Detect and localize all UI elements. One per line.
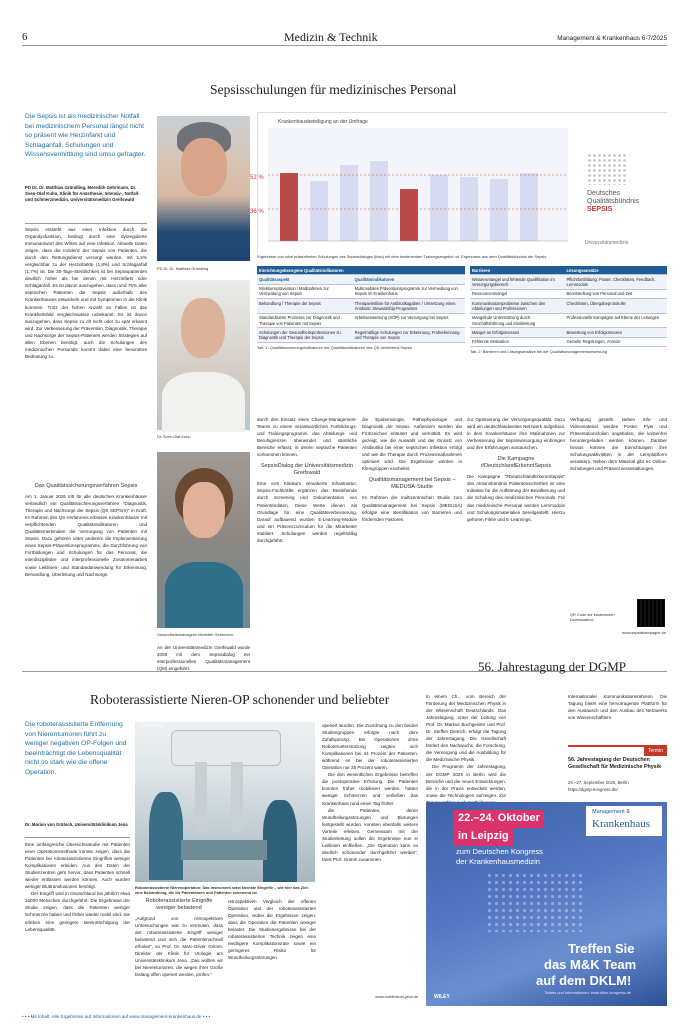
- photo-caption: Gesundheitsmanagerin Meredith Gehrmann: [157, 632, 233, 637]
- badge-line-2: Qualitätsbündnis: [587, 198, 640, 205]
- table-cell: Kommunikationsprobleme zwischen den Abteilungen und Professionen: [470, 299, 565, 314]
- ad-cta-1: Treffen Sie: [568, 941, 635, 956]
- page-number: 6: [22, 31, 28, 43]
- table-cell: Gezielte Regelungen, Anreize: [565, 337, 667, 346]
- qualitaetsbuendnis-logo: [581, 153, 661, 228]
- badge-line-3: SEPSIS: [587, 206, 613, 213]
- paragraph: Der Eingriff wird in Deutschland bei jährlich etwa 16000 Menschen durchgeführt. Die Ergebnisse der Studie zeigen, dass die Patienten weniger Schmerzen haben und früher wieder mobil sind. Sie erleben eine geringere Beeinträchtigung der Lebensqualität.: [25, 891, 130, 932]
- advertisement[interactable]: [426, 802, 667, 1006]
- table-cell: Professionelle Kampagne auf Ebene der Leitungen: [565, 313, 667, 328]
- paragraph: An der Universitätsmedizin Greifswald wurde 2008 mit dem Sepsisdialog ein interprofessionelles Qualitätsmanagement (QM) eingeführt.: [157, 645, 250, 672]
- paragraph: Verfügung gestellt. Neben Info- und Videomaterial werden Poster, Flyer und Präsentationsfolien angeboten, die kostenfrei heruntergeladen werden können. Darüber hinaus können die Einrichtungen ihre Schulungsaktivitäten in der Lernplattform verankern. Neben dem Material gibt es Online-Schulungen und Präsenzveranstaltungen.: [570, 417, 667, 472]
- paragraph: Sepsis entsteht aus einer Infektion durch die Organdysfunktion, bedingt durch eine dysregulierte Immunantwort des Wirtes auf eine Infektion. Aktuelle Daten zeigen, dass die Inzidenz der Sepsis von Patienten, die durch den Rettungsdienst versorgt werden, mit 1,5% vergleichbar zu der Herzinfarkte (1,8%) und Schlaganfall (1,7%) ist. Die 30-Tage-Sterblichkeit ist bei Sepsispatienten deutlich höher als bei denen mit Herzinfarkt oder Schlaganfall. Es ist davon auszugehen, dass rund 75% aller septischen Patienten die Sepsis außerhalb des Krankenhauses entwickeln und mit Symptomen in die Klinik kommen. Trotz der hohen Anzahl an Fällen ist das Krankheitsbild vergleichsweise unbekannt. Es ist davon auszugehen, dass Sepsis zu oft nicht oder zu spät erkannt wird. Zur Verbesserung der Prävention, Diagnostik, Therapie und Nachsorge der Sepsis-Patienten werden Strategien auf allen Ebenen benötigt, auch die Schulungen des medizinischen Personals kommt dabei eine besondere Bedeutung zu.: [25, 227, 147, 359]
- table-cell: Mangel an Erfolgsmessen: [470, 328, 565, 337]
- chart-label-36: 36 %: [250, 209, 264, 215]
- photo-caption: Dr. Sven-Olaf Kuhn: [157, 434, 191, 439]
- ad-brand-top: Management &: [592, 809, 630, 815]
- table-cell: Behandlung / Therapie der Sepsis: [257, 299, 353, 314]
- article-column-1b: [25, 478, 147, 644]
- chart-label-52: 52 %: [250, 175, 264, 181]
- paragraph: die Patienten, deren Wundheilungsstörungen und Blutungen festgestellt wurden, konnten ebenfalls weitere Vorteile erleben. Gemeinsam mit der Studienleitung sollen die Ergebnisse nun in Leitlinien einfließen. „Die Operation kann so deutlich schonender durchgeführt werden“, fasst Prof. Grimm zusammen.: [322, 807, 418, 862]
- badge-line-1: Deutsches: [587, 190, 621, 197]
- paragraph: Eine umfangreiche Übersichtsstudie mit Patienten einer Operationsmethode konnte zeigen, dass die Patienten bei roboterassistierten Eingriffen weniger Komplikationen erleiden. Aus den Daten der Studienzentren geht hervor, dass Patienten schnell wieder entlassen werden können. Auch wurden weniger Bluttransfusionen benötigt.: [25, 842, 130, 890]
- paragraph: Eine vom Klinikum verankerte Infrastruktur, Sepsis-Fachkräfte ergänzen das Bestehende durch Screening und Dokumentation von Patientendaten. Diese Werte dienen als Grundlage für eine Qualitätsverbesserung. Darauf aufbauend wurden E-Learning-Module und ein Präsenzcurriculum für die Mitarbeiter etabliert. Schulungen werden regelmäßig durchgeführt.: [257, 481, 357, 543]
- paragraph: Am 1. Januar 2026 tritt für alle deutschen Krankenhäuser verbindlich ein Qualitätssicherungsverfahren "Diagnostik, Therapie und Nachsorge der Sepsis (QS SEPSIS)" in Kraft. Im Rahmen des QS-Verfahrens erfassen Krankenhäuser mit verpflichtenden Qualitätsindikatoren und Qualitätsmerkmalen die Versorgung von Patienten mit Sepsis. Dazu gehören unter anderem die Implementierung eines Sepsis-Präventionsprogramms, die Durchführung von Fortbildungen und Schulungen für das Personal, die interdisziplinäre und interprofessionelle Zusammenarbeit sowie Leitlinien- und Standardanwendung für Erkennung, Behandlung, Überleitung und Nachsorge.: [25, 494, 147, 577]
- article-title: Roboterassistierte Nieren-OP schonender und beliebter: [90, 692, 390, 707]
- table-cell: Arbeitsanweisung (SOP) zur Versorgung bei Sepsis: [353, 313, 465, 328]
- paragraph: Die Kampagne "#DeutschlandErkenntSepsis" des Aktionsbündnis Patientensicherheit ist eine Initiative für die Aufklärung der Bevölkerung und die Schulung des medizinischen Personals. Für das medizinische Personal werden Lernmodule und Schulungsmaterialien bereitgestellt. Hierzu gehören Filme und E-Learnings.: [467, 474, 565, 522]
- paragraph: Die drei wesentlichen Ergebnisse betreffen die postoperative Erholung. Die Patienten konnten früher mobilisiert werden, hatten weniger Schmerzen und verließen das Krankenhaus rund einen Tag früher.: [322, 772, 418, 806]
- article-byline: PD Dr. Dr. Matthias Gründling, Meredith Gehrmann, Dr. Sven-Olaf Kuhn, Klinik für Anästhesie, Intensiv-, Notfall- und Schmerzmedizin, Universitätsmedizin Greifswald: [25, 185, 140, 203]
- face-shape: [183, 482, 225, 538]
- article2-column-2: [135, 898, 223, 1004]
- table-cell: Regelmäßige Schulungen zur Erkennung, Früherkennung und Therapie von Sepsis: [353, 328, 465, 343]
- photo-credit: Foto: R. Gehrig: [140, 724, 165, 728]
- portrait-photo: [157, 116, 250, 261]
- chart-legend-1: Krankenhausbeteiligung an der Umfrage: [278, 119, 368, 125]
- article-column-6: [570, 416, 667, 588]
- table-cell: Checklisten, Übergabeprotokolle: [565, 299, 667, 314]
- ad-small-print: Tickets und Informationen: www.dklm-kongress.de: [544, 990, 631, 995]
- table-caption: Tab. 1: Qualitätssicherungsindikatoren der Qualitätsindikatoren des QS-Verfahrens Sepsis: [257, 344, 413, 350]
- ad-line-1: zum Deutschen Kongress: [456, 847, 543, 856]
- logo-dots: [587, 153, 627, 185]
- table-cell: Qualitätsindikatoren: [353, 275, 465, 284]
- subheading: Das Qualitätssicherungsverfahren Sepsis: [34, 483, 138, 489]
- subheading: Die Kampagne #DeutschlandErkenntSepsis: [480, 456, 552, 470]
- paragraph: „Aufgrund von retrospektiven Untersuchungen war zu vermuten, dass der roboterassistierte Eingriff weniger belastend und sich die Patientenschnell erholen“, so Prof. Dr. Marc-Oliver Grimm, Direktor der Klinik für Urologie am Universitätsklinikum Jena. „Das wollten wir bei Nierentumoren, die wegen ihrer Größe bislang offen operiert werden, prüfen.“: [135, 916, 223, 978]
- table-1: [257, 266, 465, 350]
- portrait-photo: [157, 452, 250, 628]
- qr-url[interactable]: www.sepsiskampagne.de: [622, 630, 666, 635]
- qr-code[interactable]: [638, 600, 664, 626]
- chart-caption: Ergebnisse von lokal präsentierten Schulungen des Sepsisdialoges (blau) mit dem bestehenden Trainingsangebot rot. Ergebnisse aus dem Qualitätsbündnis der Sepsis.: [257, 254, 548, 259]
- table-cell: Infektionsprävention / Maßnahmen zur Vermeidung von Sepsis: [257, 284, 353, 299]
- termin-title: 56. Jahrestagung der Deutschen Gesellschaft für Medizinische Physik: [568, 757, 662, 770]
- surgeon-shape: [149, 792, 183, 880]
- ad-dates: 22.–24. Oktober: [454, 810, 544, 828]
- coat-shape: [162, 372, 245, 432]
- magazine-issue: Management & Krankenhaus 6-7/2025: [557, 35, 667, 42]
- divider: [25, 837, 130, 838]
- termin-box: [568, 745, 667, 799]
- ad-place: in Leipzig: [454, 828, 513, 846]
- photo-caption: PD Dr. Dr. Matthias Gründling: [157, 266, 209, 271]
- badge-subline: Universitätsmedizin: [585, 240, 629, 246]
- robot-arm-shape: [171, 730, 281, 766]
- chart-box: [250, 112, 667, 252]
- table-cell: Bewertung von Erfolgsmessen: [565, 328, 667, 337]
- dgmp-title: 56. Jahrestagung der DGMP: [478, 659, 627, 674]
- table-2: [470, 266, 667, 354]
- table-cell: Schulungen der Gesundheitsprofessionen zu Diagnostik und Therapie der Sepsis: [257, 328, 353, 343]
- article-title: Sepsisschulungen für medizinisches Personal: [210, 82, 457, 97]
- termin-label: Termin: [644, 747, 667, 756]
- table-cell: Mangelnde Unterstützung durch Geschäftsführung und Klinikleitung: [470, 313, 565, 328]
- divider: [25, 223, 147, 224]
- article-lead: Die Sepsis ist als medizinischer Notfall bei medizinischem Personal längst nicht so präsent wie Herzinfarkt und Schlaganfall. Schulungen und Wissensvermittlung sind umso gefragter.: [25, 113, 146, 159]
- paragraph: retrospektiven Vergleich der offenen Operation und der roboterassistierten Operation, wobei die Ergebnisse zeigen, dass die Operation die Patienten weniger belastet. Die Studienergebnisse bei der roboterassistierten Technik zeigen eine niedrigere Komplikationsrate sowie ein geringeres Risiko für Wundheilungsstörungen.: [228, 899, 316, 961]
- table-cell: Therapieleitlinie für Antibiotikagaben / Umsetzung eines Antibiotic Stewardship-Programms: [353, 299, 465, 314]
- scrubs-shape: [165, 562, 243, 628]
- face-shape: [181, 138, 227, 196]
- portrait-photo: [157, 280, 250, 430]
- paragraph: Im Rahmen der multizentrischen Studie zum Qualitätsmanagement bei Sepsis (MEDUSA) erfolgte eine Identifikation von Barrieren und fördernden Faktoren.: [362, 495, 462, 522]
- ad-cta-2: das M&K Team: [544, 957, 637, 972]
- table-header: Lösungsansätze: [565, 266, 667, 275]
- paragraph: Die Programm der Jahrestagung, der DGMP 2025 in Berlin wird die Bereiche und die neuen Entwicklungen, die in der Praxis entwickelt werden, sowie die Technologien aufzeigen. Zur: [426, 764, 506, 798]
- table-header: Einrichtungsbezogene Qualitätsindikatoren: [257, 266, 465, 275]
- subheading: Roboterassistierte Eingriffe weniger belastend: [145, 898, 213, 912]
- table-cell: Ressourcenmangel: [470, 289, 565, 298]
- face-shape: [181, 298, 225, 358]
- article-column-5: [467, 416, 565, 666]
- dgmp-column-2: [568, 693, 667, 743]
- article-column-3: [257, 416, 357, 666]
- ad-brand-box: [586, 806, 662, 836]
- table-cell: Standardisierte Prozesse zur Diagnostik und Therapie von Patienten mit Sepsis: [257, 313, 353, 328]
- ad-line-2: der Krankenhausmedizin: [456, 857, 541, 866]
- table-shape: [181, 840, 267, 860]
- article2-column-4: [322, 722, 418, 1004]
- subheading: Qualitätsmanagement bei Sepsis – MEDUSA-Studie: [368, 477, 456, 491]
- ad-brand-bottom: Krankenhaus: [592, 818, 651, 830]
- termin-date: 24.–27. September 2025, Berlin: [568, 780, 629, 785]
- table-cell: Fehlende Motivation: [470, 337, 565, 346]
- article-byline: Dr. Marion von Grätsch, Universitätsklinikum Jena: [25, 822, 128, 827]
- paragraph: durch den Einsatz eines Change-Management-Teams zu einem verantwortlichen Fortbildungs- und Trainingsprogramm, das Abteilungs- und Berufsgrenzen überwindet und sämtliche Bereiche erfasst, in denen septische Patienten vorkommen können.: [257, 417, 357, 458]
- table-caption: Tab. 2: Barrieren und Lösungsansätze bei der Qualitätsmanagementumsetzung: [470, 348, 607, 354]
- article-lead: Die roboterassistierte Entfernung von Nierentumoren führt zu weniger negativen OP-Folgen und beeinträchtigt die Lebensqualität nicht so stark wie die offene Operation.: [25, 721, 127, 776]
- paragraph: die Epidemiologie, Pathophysiologie und Diagnostik der Sepsis. Außerdem werden die Frühzeichen erläutert und vermittelt. Es wird gezeigt, wie die Auswahl und der Einsatz von Antibiotika bei einer septischen Infektion erfolgt und wie die Therapie durch Prozessmaßnahmen optimiert wird. Die Ergebnisse werden in Kleingruppen erarbeitet.: [362, 417, 462, 472]
- paragraph: zur Optimierung der Versorgungsqualität. Dazu wird ein deutschlandweites Netzwerk aufgebaut, in dem Krankenhäuser ihre Maßnahmen zur Verbesserung der Sepsisversorgung einbringen und ihre Erfahrungen austauschen.: [467, 417, 565, 451]
- table-cell: Bereitstellung von Personal und Zeit: [565, 289, 667, 298]
- article-column-2-tail: [157, 644, 250, 672]
- ad-decoration-dots: [486, 872, 586, 932]
- subheading: SepsisDialog der Universitätsmedizin Greifswald: [260, 463, 354, 477]
- photo-caption: Roboterassistierte Nierenoperation: Das Instrument setzt kleinste Eingriffe – wie hier das Ziel: eine Behandlung, die für Patientinnen und Patienten schonend ist.: [135, 885, 309, 896]
- paragraph: Internationaler Kommunikationsrahmen. Die Tagung bietet eine hervorragende Plattform für den Austausch und den Ausbau des Netzwerks von Wissenschaftlern.: [568, 694, 667, 721]
- surgeon-shape: [263, 800, 297, 882]
- article-column-4: [362, 416, 462, 666]
- termin-url[interactable]: https://dgmp-kongress.de/: [568, 787, 618, 792]
- robot-arm-shape: [195, 762, 207, 832]
- section-title: Medizin & Technik: [284, 30, 378, 44]
- robot-arm-shape: [231, 762, 243, 832]
- table-cell: Qualitätsaspekt: [257, 275, 353, 284]
- article2-url[interactable]: www.uniklinikum-jena.de: [375, 994, 418, 999]
- table-cell: Pflichtfortbildung, Poster, Checklisten, Feedback, Lernmodule: [565, 275, 667, 290]
- ad-cta-3: auf dem DKLM!: [536, 973, 632, 988]
- article2-column-1: [25, 841, 130, 1001]
- table-cell: Wissensmangel und fehlende Qualifikation im Versorgungsbereich: [470, 275, 565, 290]
- ad-publisher: WILEY: [434, 994, 450, 1000]
- table-header: Barrieren: [470, 266, 565, 275]
- qr-label: QR Code zur kostenlosen Downloadbox: [570, 612, 615, 623]
- page-header: [22, 30, 667, 46]
- table-cell: Multimodales Präventionsprogramm zur Vermeidung von Sepsis im Krankenhaus: [353, 284, 465, 299]
- article-column-1: [25, 226, 147, 479]
- article2-column-3: [228, 898, 316, 1004]
- paragraph: operiert wurden. Die Zuordnung zu den beiden Studiengruppen erfolgte nach dem Zufallsprinzip. Bei Operationen ohne Roboterunterstützung zeigten sich Komplikationen bei 44 Prozent der Patienten, während es bei der roboterassistierten Operation nur 25 Prozent waren.: [322, 723, 418, 771]
- paragraph: In einem Ch... vom Bereich der Förderung der Medizinischen Physik in der Wissenschaft Deutschlands. Das Jahrestagung, unter der Leitung von Prof. Dr. Markus Buchgeister und Prof. Dr. Steffen Dietrich, erfolgt die Tagung der Jahrestagung. Die Gesellschaft fördert den Nachwuchs, die Forschung, die Versorgung und die Ausbildung für die Medizinische Physik.: [426, 694, 506, 763]
- page-footer: • • • Mit Inhalt: Alle Ergebnisse auf Informationen auf www.management-krankenhaus.de • • •: [22, 1014, 211, 1019]
- surgery-photo: [135, 722, 315, 882]
